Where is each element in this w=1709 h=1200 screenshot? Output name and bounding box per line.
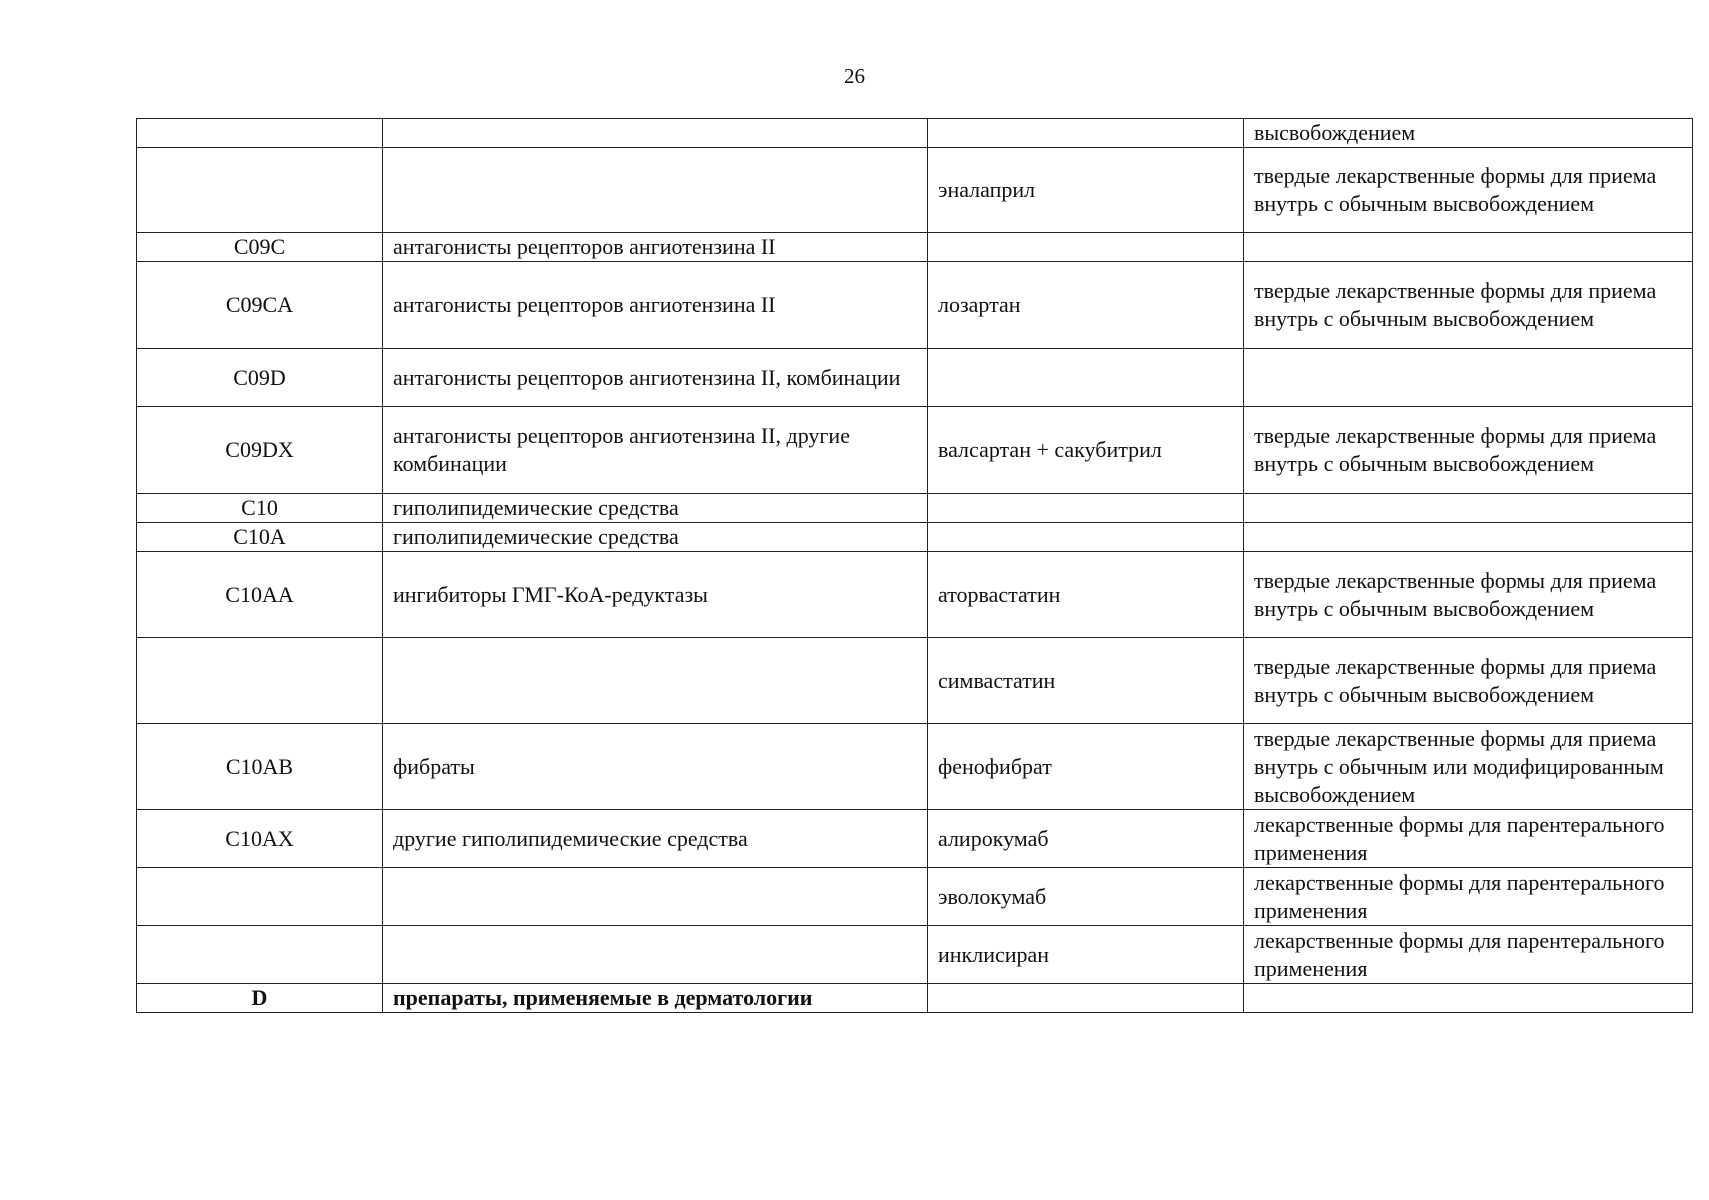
form-cell: лекарственные формы для парентерального применения [1244,810,1693,868]
group-cell: гиполипидемические средства [383,494,928,523]
drug-cell: инклисиран [928,926,1244,984]
table-row [137,148,1693,233]
group-cell [383,119,928,148]
table-row [137,262,1693,349]
drug-table [136,118,1693,1013]
atc-code-cell: C10AB [137,724,383,810]
atc-code-cell: C09DX [137,407,383,494]
table-row [137,638,1693,724]
group-cell: другие гиполипидемические средства [383,810,928,868]
group-cell: антагонисты рецепторов ангиотензина II, комбинации [383,349,928,407]
drug-cell: аторвастатин [928,552,1244,638]
drug-cell [928,233,1244,262]
table-row [137,233,1693,262]
atc-code-cell: C10 [137,494,383,523]
form-cell: высвобождением [1244,119,1693,148]
table-row [137,810,1693,868]
table-row [137,407,1693,494]
drug-cell: эналаприл [928,148,1244,233]
atc-code-cell [137,926,383,984]
atc-code-cell [137,148,383,233]
table-row [137,724,1693,810]
group-cell: антагонисты рецепторов ангиотензина II [383,262,928,349]
atc-code-cell: D [137,984,383,1013]
group-cell: гиполипидемические средства [383,523,928,552]
atc-code-cell: C09CA [137,262,383,349]
form-cell [1244,349,1693,407]
group-cell: антагонисты рецепторов ангиотензина II, другие комбинации [383,407,928,494]
drug-cell [928,119,1244,148]
group-cell: ингибиторы ГМГ-КоА-редуктазы [383,552,928,638]
group-cell: фибраты [383,724,928,810]
table-row [137,926,1693,984]
group-cell [383,148,928,233]
table-row [137,119,1693,148]
atc-code-cell: C09C [137,233,383,262]
atc-code-cell [137,868,383,926]
drug-cell: симвастатин [928,638,1244,724]
table-row [137,494,1693,523]
form-cell: твердые лекарственные формы для приема внутрь с обычным высвобождением [1244,262,1693,349]
drug-cell: алирокумаб [928,810,1244,868]
group-cell [383,638,928,724]
page-number: 26 [844,64,865,88]
form-cell: твердые лекарственные формы для приема внутрь с обычным или модифицированным высвобождением [1244,724,1693,810]
form-cell: твердые лекарственные формы для приема внутрь с обычным высвобождением [1244,552,1693,638]
atc-code-cell [137,638,383,724]
drug-cell [928,349,1244,407]
group-cell [383,926,928,984]
table-row [137,984,1693,1013]
group-cell: антагонисты рецепторов ангиотензина II [383,233,928,262]
form-cell [1244,233,1693,262]
form-cell [1244,523,1693,552]
form-cell: твердые лекарственные формы для приема внутрь с обычным высвобождением [1244,148,1693,233]
form-cell: твердые лекарственные формы для приема внутрь с обычным высвобождением [1244,638,1693,724]
form-cell [1244,494,1693,523]
drug-cell: валсартан + сакубитрил [928,407,1244,494]
group-cell [383,868,928,926]
atc-code-cell: C10AX [137,810,383,868]
drug-cell: эволокумаб [928,868,1244,926]
form-cell: лекарственные формы для парентерального применения [1244,868,1693,926]
table-row [137,868,1693,926]
drug-cell [928,494,1244,523]
atc-code-cell: C10A [137,523,383,552]
drug-cell: фенофибрат [928,724,1244,810]
drug-cell [928,984,1244,1013]
table-row [137,523,1693,552]
form-cell: лекарственные формы для парентерального применения [1244,926,1693,984]
form-cell: твердые лекарственные формы для приема внутрь с обычным высвобождением [1244,407,1693,494]
group-cell: препараты, применяемые в дерматологии [383,984,928,1013]
form-cell [1244,984,1693,1013]
drug-cell [928,523,1244,552]
atc-code-cell: C09D [137,349,383,407]
table-row [137,552,1693,638]
drug-cell: лозартан [928,262,1244,349]
table-row [137,349,1693,407]
atc-code-cell: C10AA [137,552,383,638]
atc-code-cell [137,119,383,148]
